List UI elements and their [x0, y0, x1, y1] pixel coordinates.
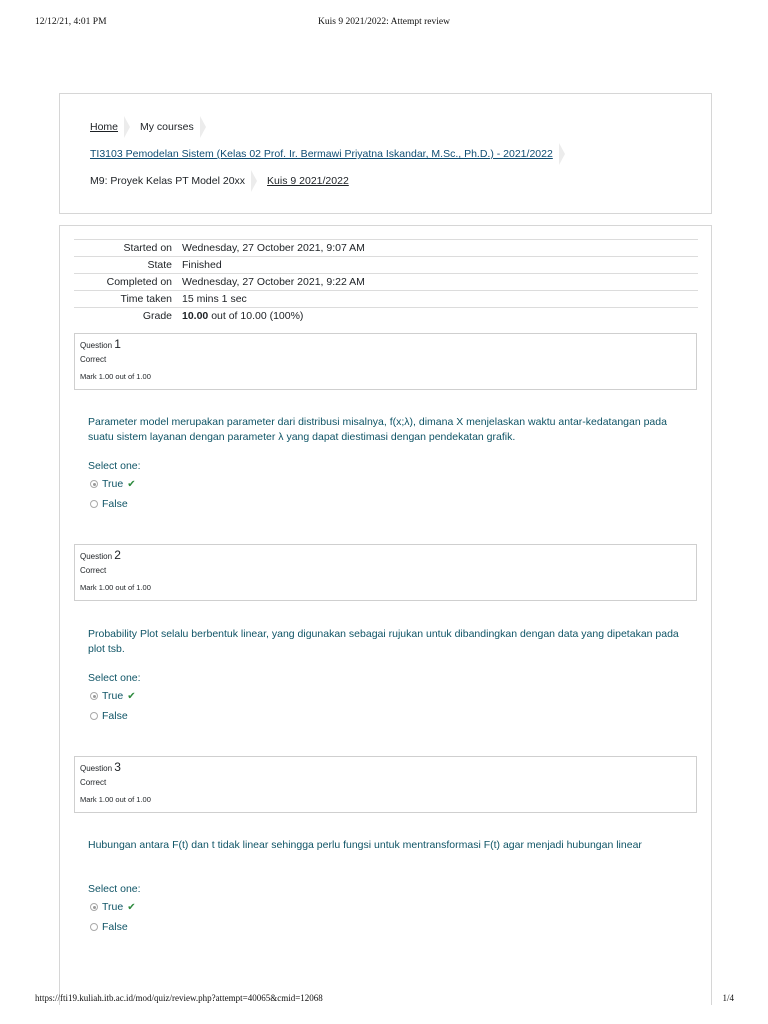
- question-number: Question 2: [80, 548, 121, 562]
- completed-on-value: Wednesday, 27 October 2021, 9:22 AM: [182, 276, 365, 288]
- question-grade: Mark 1.00 out of 1.00: [80, 583, 151, 592]
- table-row: [74, 240, 698, 257]
- radio-button[interactable]: [90, 692, 98, 700]
- print-footer: [0, 993, 768, 1007]
- radio-button[interactable]: [90, 903, 98, 911]
- breadcrumb-course-link[interactable]: TI3103 Pemodelan Sistem (Kelas 02 Prof. Ir. Bermawi Priyatna Iskandar, M.Sc., Ph.D.) - 2021/2022: [90, 148, 553, 160]
- question-text-2: Probability Plot selalu berbentuk linear, yang digunakan sebagai rujukan untuk dibandingkan dengan data yang dipetakan pada plot tsb.: [88, 628, 679, 655]
- option-label: True: [102, 478, 124, 490]
- question-grade: Mark 1.00 out of 1.00: [80, 795, 151, 804]
- grade-label: Grade: [142, 310, 172, 322]
- option-label: True: [102, 690, 124, 702]
- time-taken-value: 15 mins 1 sec: [182, 293, 247, 305]
- question-grade: Mark 1.00 out of 1.00: [80, 372, 151, 381]
- answer-option-false[interactable]: [90, 497, 128, 511]
- print-page-number: 1/4: [722, 993, 734, 1003]
- answer-option-true[interactable]: [90, 477, 136, 491]
- breadcrumb-my-courses[interactable]: My courses: [140, 121, 194, 133]
- answer-option-true[interactable]: [90, 900, 136, 914]
- table-row: [74, 308, 698, 325]
- state-label: State: [147, 259, 172, 271]
- breadcrumb-section[interactable]: M9: Proyek Kelas PT Model 20xx: [90, 175, 246, 187]
- breadcrumb-separator-icon: [124, 116, 130, 138]
- attempt-review: [59, 225, 712, 1005]
- table-row: [74, 257, 698, 274]
- table-row: [74, 291, 698, 308]
- option-label: False: [102, 498, 128, 510]
- started-on-value: Wednesday, 27 October 2021, 9:07 AM: [182, 242, 365, 254]
- print-url: https://fti19.kuliah.itb.ac.id/mod/quiz/review.php?attempt=40065&cmid=12068: [35, 993, 323, 1003]
- breadcrumb-quiz-link[interactable]: Kuis 9 2021/2022: [267, 175, 349, 187]
- answer-option-true[interactable]: [90, 689, 136, 703]
- question-number: Question 1: [80, 337, 121, 351]
- question-info-3: [74, 756, 697, 813]
- completed-on-label: Completed on: [106, 276, 172, 288]
- grade-score: 10.00: [182, 310, 209, 322]
- breadcrumb-separator-icon: [559, 143, 565, 165]
- breadcrumb-row-1: [90, 116, 216, 138]
- radio-button[interactable]: [90, 712, 98, 720]
- question-number: Question 3: [80, 760, 121, 774]
- check-icon: ✔: [127, 478, 136, 490]
- question-state: Correct: [80, 566, 107, 575]
- started-on-label: Started on: [123, 242, 172, 254]
- check-icon: ✔: [127, 901, 136, 913]
- radio-button[interactable]: [90, 500, 98, 508]
- option-label: False: [102, 710, 128, 722]
- radio-button[interactable]: [90, 923, 98, 931]
- option-label: False: [102, 921, 128, 933]
- question-text-1: Parameter model merupakan parameter dari distribusi misalnya, f(x;λ), dimana X menjelaskan waktu antar-kedatangan pada suatu sistem layanan dengan parameter λ yang dapat diestimasi dengan pendekatan grafik.: [88, 416, 667, 443]
- question-info-1: [74, 333, 697, 390]
- question-text-3: Hubungan antara F(t) dan t tidak linear sehingga perlu fungsi untuk mentransformasi F(t) agar menjadi hubungan linear: [88, 839, 642, 851]
- question-state: Correct: [80, 355, 107, 364]
- breadcrumb-row-3: [90, 170, 349, 192]
- select-one-label: Select one:: [88, 883, 141, 895]
- print-title: Kuis 9 2021/2022: Attempt review: [318, 17, 450, 27]
- print-date: 12/12/21, 4:01 PM: [35, 17, 107, 27]
- answer-option-false[interactable]: [90, 920, 128, 934]
- breadcrumb-separator-icon: [200, 116, 206, 138]
- print-header: [0, 17, 768, 31]
- table-row: [74, 274, 698, 291]
- time-taken-label: Time taken: [120, 293, 172, 305]
- question-state: Correct: [80, 778, 107, 787]
- breadcrumb-row-2: [90, 143, 575, 165]
- check-icon: ✔: [127, 690, 136, 702]
- grade-total: out of 10.00 (100%): [208, 310, 304, 322]
- answer-option-false[interactable]: [90, 709, 128, 723]
- breadcrumb-separator-icon: [251, 170, 257, 192]
- state-value: Finished: [182, 259, 222, 271]
- question-info-2: [74, 544, 697, 601]
- option-label: True: [102, 901, 124, 913]
- attempt-summary-table: [74, 239, 698, 324]
- select-one-label: Select one:: [88, 672, 141, 684]
- breadcrumb: [59, 93, 712, 214]
- breadcrumb-home-link[interactable]: Home: [90, 121, 119, 133]
- grade-value: [182, 308, 698, 325]
- radio-button[interactable]: [90, 480, 98, 488]
- select-one-label: Select one:: [88, 460, 141, 472]
